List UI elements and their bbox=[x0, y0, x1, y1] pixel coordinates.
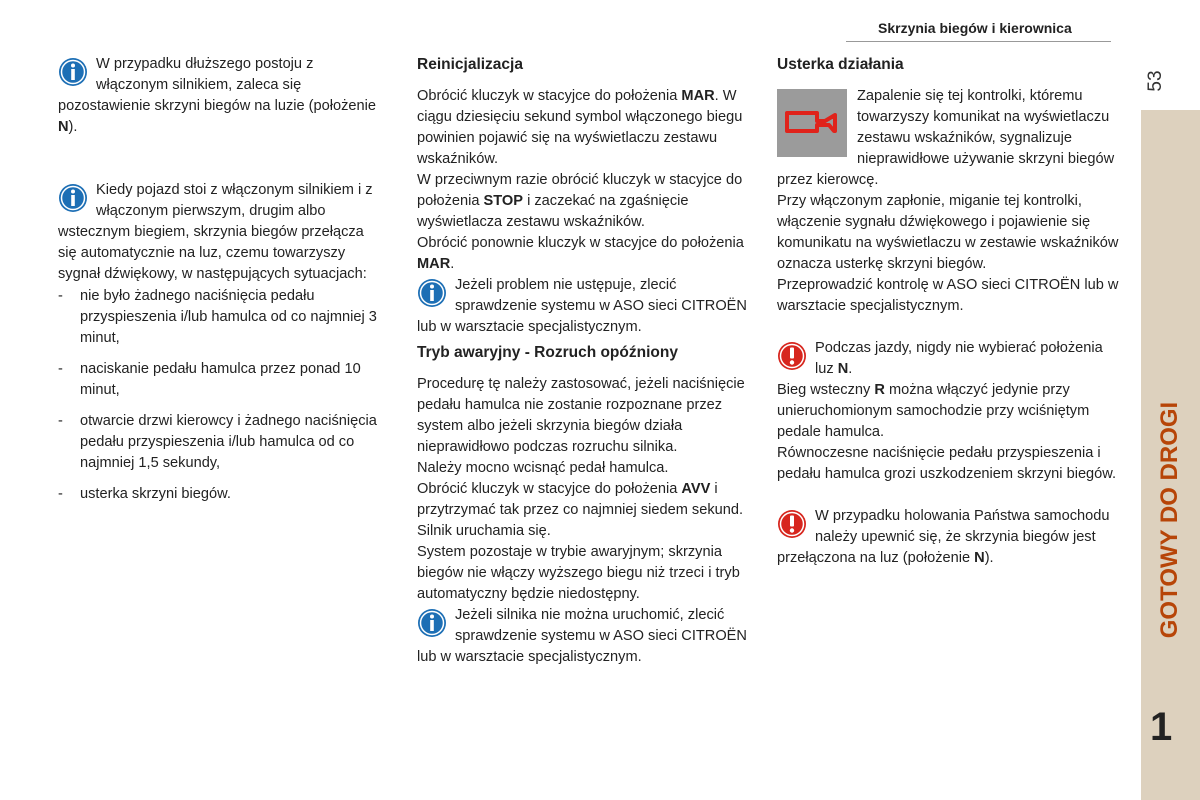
list-item: - naciskanie pedału hamulca przez ponad 10 minut, bbox=[58, 359, 378, 401]
info-note-engine-start bbox=[417, 605, 747, 668]
info-note-text-end: ). bbox=[68, 119, 78, 135]
info-note-service bbox=[417, 275, 747, 338]
paragraph: Należy mocno wcisnąć pedał hamulca. bbox=[417, 460, 669, 476]
column-left bbox=[58, 54, 378, 515]
exclamation-warning-icon bbox=[777, 341, 807, 371]
page-number: 53 bbox=[1145, 70, 1166, 92]
info-note-text: W przypadku dłuższego postoju z włączonym silnikiem, zaleca się pozostawienie skrzyni biegów na luzie (położenie bbox=[58, 56, 376, 114]
paragraph: Przeprowadzić kontrolę w ASO sieci CITROËN lub w warsztacie specjalistycznym. bbox=[777, 277, 1119, 314]
section-heading-reinitialization: Reinicjalizacja bbox=[417, 56, 523, 73]
paragraph-text: Zapalenie się tej kontrolki, któremu towarzyszy komunikat na wyświetlaczu zestawu wskaźników, sygnalizuje nieprawidłowe używanie skrzyni biegów przez kierowcę. bbox=[777, 88, 1115, 188]
paragraph: Bieg wsteczny R można włączyć jedynie przy unieruchomionym samochodzie przy wciśniętym pedale hamulca. bbox=[777, 382, 1090, 440]
paragraph: System pozostaje w trybie awaryjnym; skrzynia biegów nie włączy wyższego biegu niż trzeci i tryb automatyczny będzie niedostępny. bbox=[417, 544, 740, 602]
info-icon bbox=[58, 183, 88, 213]
warning-note-neutral: Podczas jazdy, nigdy nie wybierać położenia luz N. bbox=[777, 338, 1122, 380]
paragraph: Obrócić kluczyk w stacyjce do położenia AVV i przytrzymać tak przez co najmniej siedem sekund. bbox=[417, 481, 744, 518]
paragraph: Procedurę tę należy zastosować, jeżeli naciśnięcie pedału hamulca nie zostanie rozpoznane przez system albo jeżeli skrzynia biegów działa nieprawidłowo podczas rozruchu silnika. bbox=[417, 376, 745, 455]
paragraph: Obrócić ponownie kluczyk w stacyjce do położenia MAR. bbox=[417, 235, 744, 272]
warning-note-towing: W przypadku holowania Państwa samochodu należy upewnić się, że skrzynia biegów jest przełączona na luz (położenie N). bbox=[777, 508, 1110, 566]
chapter-title: GOTOWY DO DROGI bbox=[1156, 401, 1183, 639]
paragraph: Obrócić kluczyk w stacyjce do położenia MAR. W ciągu dziesięciu sekund symbol włączonego biegu powinien pojawić się na wyświetlaczu zestawu wskaźników. bbox=[417, 88, 743, 167]
section-heading-emergency-mode: Tryb awaryjny - Rozruch opóźniony bbox=[417, 344, 678, 361]
paragraph bbox=[777, 86, 1122, 191]
column-middle bbox=[417, 54, 747, 668]
exclamation-warning-icon bbox=[777, 509, 807, 539]
gearbox-fault-warning-lamp-icon bbox=[777, 89, 847, 157]
section-heading-malfunction: Usterka działania bbox=[777, 56, 904, 73]
list-item: - nie było żadnego naciśnięcia pedału przyspieszenia i/lub hamulca od co najmniej 3 minut, bbox=[58, 286, 378, 349]
info-note-neutral-parking bbox=[58, 54, 378, 138]
column-right bbox=[777, 54, 1122, 569]
paragraph: Silnik uruchamia się. bbox=[417, 523, 551, 539]
paragraph: Równoczesne naciśnięcie pedału przyspieszenia i pedału hamulca grozi uszkodzeniem skrzyni biegów. bbox=[777, 445, 1117, 482]
info-icon bbox=[417, 608, 447, 638]
info-icon bbox=[417, 278, 447, 308]
info-note-text: Kiedy pojazd stoi z włączonym silnikiem i z włączonym pierwszym, drugim albo wstecznym biegiem, skrzynia biegów przełącza się automatycznie na luz, czemu towarzyszy sygnał dźwiękowy, w następujących sytuacjach: bbox=[58, 182, 373, 282]
paragraph: Przy włączonym zapłonie, miganie tej kontrolki, włączenie sygnału dźwiękowego i pojawienie się komunikatu na wyświetlaczu w zestawie wskaźników oznacza usterkę skrzyni biegów. bbox=[777, 193, 1119, 272]
info-note-text: Jeżeli silnika nie można uruchomić, zlecić sprawdzenie systemu w ASO sieci CITROËN lub w warsztacie specjalistycznym. bbox=[417, 607, 747, 665]
chapter-number: 1 bbox=[1150, 705, 1173, 749]
list-item: - usterka skrzyni biegów. bbox=[58, 484, 378, 505]
info-note-text: Jeżeli problem nie ustępuje, zlecić sprawdzenie systemu w ASO sieci CITROËN lub w warsztacie specjalistycznym. bbox=[417, 277, 747, 335]
paragraph: W przeciwnym razie obrócić kluczyk w stacyjce do położenia STOP i zaczekać na zgaśnięcie wyświetlacza zestawu wskaźników. bbox=[417, 172, 743, 230]
info-note-bold: N bbox=[58, 119, 69, 135]
situations-list bbox=[58, 286, 378, 505]
running-header-title: Skrzynia biegów i kierownica bbox=[878, 20, 1072, 36]
info-icon bbox=[58, 57, 88, 87]
header-divider bbox=[846, 41, 1111, 42]
list-item: - otwarcie drzwi kierowcy i żadnego naciśnięcia pedału przyspieszenia i/lub hamulca od co najmniej 1,5 sekundy, bbox=[58, 411, 378, 474]
info-note-auto-neutral bbox=[58, 180, 378, 285]
